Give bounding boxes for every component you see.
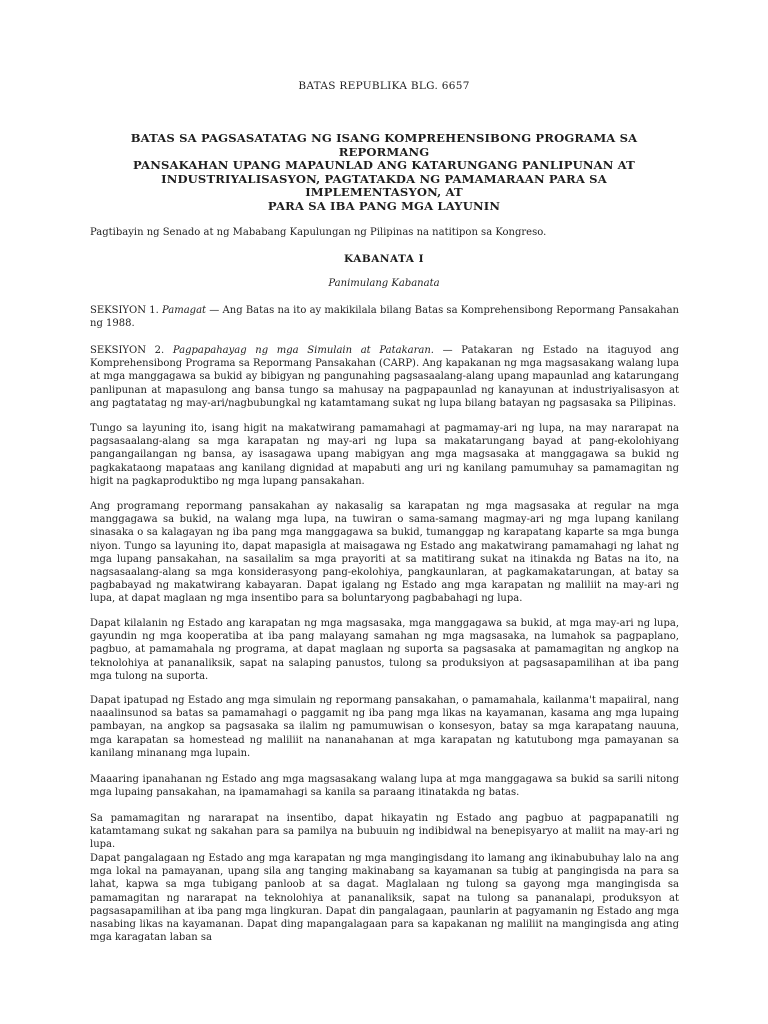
paragraph: Dapat ipatupad ng Estado ang mga simulain ng repormang pansakahan, o pamamahala, kailanma't mapaiiral, nang naaalinsunod sa batas sa pamamahagi o paggamit ng iba pang mga likas na kayamanan, kasama ang mga lupaing pambayan, na angkop sa pagsasaka sa ilalim ng pamumuwisan o konsesyon, batay sa mga karapatang nauuna, mga karapatan sa homestead ng maliliit na nananahanan at mga karapatan ng katutubong mga pamayanan sa kanilang minanang mga lupain. [90, 695, 679, 759]
document-title [100, 132, 668, 213]
chapter-heading: KABANATA I [344, 253, 424, 265]
paragraph: Dapat kilalanin ng Estado ang karapatan ng mga magsasaka, mga manggagawa sa bukid, at mga may-ari ng lupa, gayundin ng mga kooperatiba at iba pang malayang samahan ng mga magsasaka, na lumahok sa pagpaplano, pagbuo, at pamamahala ng programa, at dapat maglaan ng suporta sa pagsasaka at pamamagitan ng angkop na teknolohiya at pananaliksik, sapat na salaping panustos, tulong sa produksiyon at pagsasapamilihan at iba pang mga tulong na suporta. [90, 618, 679, 682]
document-header: BATAS REPUBLIKA BLG. 6657 [298, 80, 470, 92]
section-number: SEKSIYON 1. [90, 305, 162, 316]
section-title: Pamagat [161, 305, 207, 316]
chapter-subtitle: Panimulang Kabanata [328, 278, 440, 289]
section-number: SEKSIYON 2. [90, 345, 173, 356]
paragraph: Tungo sa layuning ito, isang higit na makatwirang pamamahagi at pagmamay-ari ng lupa, na may nararapat na pagsasaalang-alang sa mga karapatan ng may-ari ng lupa sa makatarungang bayad at pang-ekolohiyang pangangailangan ng bansa, ay isasagawa upang mabigyan ang mga magsasaka at manggagawa sa bukid ng pagkakataong mapataas ang kanilang dignidad at mapabuti ang uri ng kanilang pamumuhay sa pamamagitan ng higit na pagkaproduktibo ng mga lupang pansakahan. [90, 423, 679, 487]
section-1 [90, 304, 679, 330]
paragraph: Dapat pangalagaan ng Estado ang mga karapatan ng mga mangingisdang ito lamang ang ikinabubuhay lalo na ang mga lokal na pamayanan, upang sila ang tanging makinabang sa kayamanan sa tubig at pangingisda na para sa lahat, kapwa sa mga tubigang panloob at sa dagat. Maglalaan ng tulong sa gayong mga mangingisda sa pamamagitan ng nararapat na teknolohiya at pananaliksik, sapat na tulong sa pananalapi, produksyon at pagsasapamilihan at iba pang mga lingkuran. Dapat din pangalagaan, paunlarin at pagyamanin ng Estado ang mga nasabing likas na kayamanan. Dapat ding mapangalagaan para sa kapakanan ng maliliit na mangingisda ang ating mga karagatan laban sa [90, 853, 679, 944]
title-line: PARA SA IBA PANG MGA LAYUNIN [267, 198, 501, 213]
title-line: PANSAKAHAN UPANG MAPAUNLAD ANG KATARUNGANG PANLIPUNAN AT [133, 158, 635, 172]
section-2 [90, 344, 679, 410]
title-line: BATAS SA PAGSASATATAG NG ISANG KOMPREHENSIBONG PROGRAMA SA REPORMANG [130, 131, 638, 159]
section-text: — Patakaran ng Estado na itaguyod ang Komprehensibong Programa sa Repormang Pansakahan (CARP). Ang kapakanan ng mga magsasakang walang lupa at mga manggagawa sa bukid ay bibigyan ng pangunahing pagsasaalang-alang upang mapaunlad ang katarungang panlipunan at mapasulong ang bansa tungo sa mahusay na pagpapaunlad ng kanayunan at industriyalisasyon at ang pagtatatag ng may-ari/nagbubungkal ng katamtamang sukat ng lupa bilang batayan ng pagsasaka sa Pilipinas. [90, 345, 680, 409]
section-text: — Ang Batas na ito ay makikilala bilang Batas sa Komprehensibong Repormang Pansakahan ng 1988. [90, 305, 679, 330]
title-line: INDUSTRIYALISASYON, PAGTATAKDA NG PAMAMARAAN PARA SA IMPLEMENTASYON, AT [161, 171, 607, 199]
paragraph: Ang programang repormang pansakahan ay nakasalig sa karapatan ng mga magsasaka at regular na mga manggagawa sa bukid, na walang mga lupa, na tuwiran o sama-samang magmay-ari ng mga lupang kanilang sinasaka o sa kalagayan ng iba pang mga manggagawa sa bukid, tumanggap ng karapatang kaparte sa mga bunga niyon. Tungo sa layuning ito, dapat mapasigla at maisagawa ng Estado ang makatwirang pamamahagi ng lahat ng mga lupang pansakahan, na sasailalim sa mga prayoriti at sa matitirang sukat na itinakda ng Batas na ito, na nagsasaalang-alang sa mga konsiderasyong pang-ekolohiya, pangkaunlaran, at pagkamakatarungan, at batay sa pagbabayad ng makatwirang kabayaran. Dapat igalang ng Estado ang mga karapatan ng maliliit na may-ari ng lupa, at dapat maglaan ng mga insentibo para sa boluntaryong pagbabahagi ng lupa. [90, 501, 679, 605]
paragraph: Sa pamamagitan ng nararapat na insentibo, dapat hikayatin ng Estado ang pagbuo at pagpapanatili ng katamtamang sukat ng sakahan para sa pamilya na bubuuin ng indibidwal na benepisyaryo at maliit na may-ari ng lupa. [90, 813, 679, 851]
paragraph: Maaaring ipanahanan ng Estado ang mga magsasakang walang lupa at mga manggagawa sa bukid sa sarili nitong mga lupaing pansakahan, na ipamamahagi sa kanila sa paraang itinatakda ng batas. [90, 774, 679, 799]
section-title: Pagpapahayag ng mga Simulain at Patakaran. [172, 345, 434, 356]
enactment-clause: Pagtibayin ng Senado at ng Mababang Kapulungan ng Pilipinas na natitipon sa Kongreso. [90, 227, 547, 238]
